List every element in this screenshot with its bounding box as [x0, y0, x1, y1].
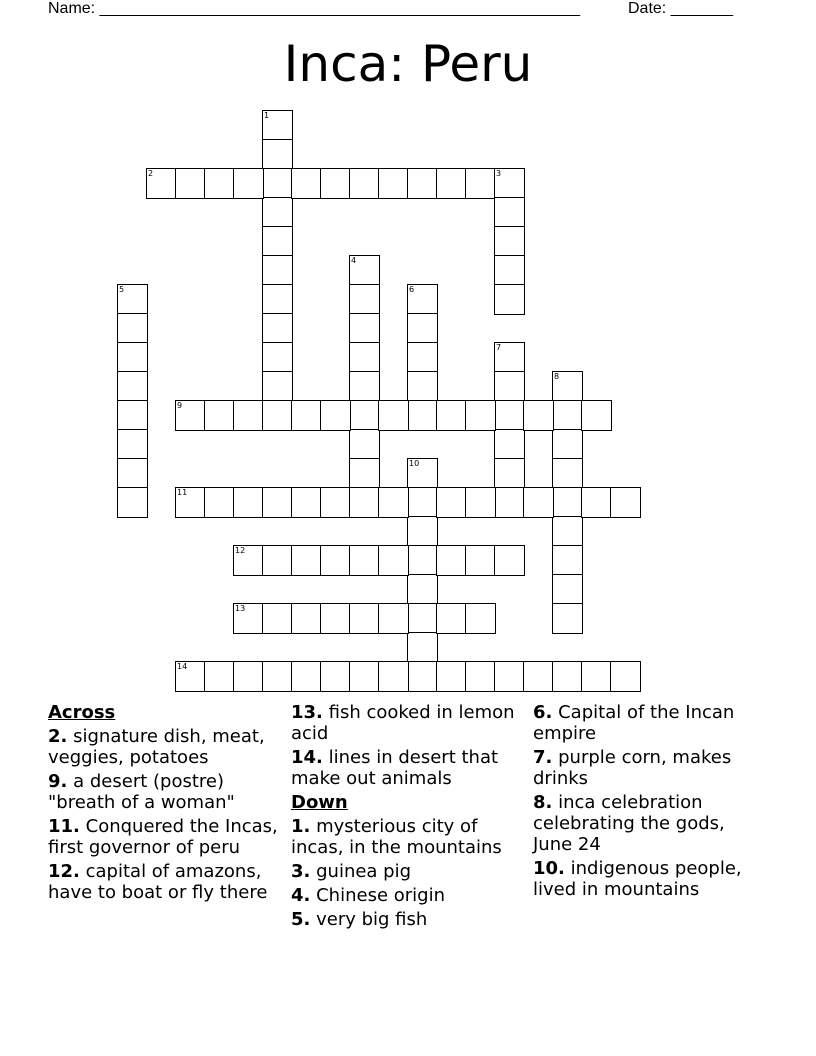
grid-cell[interactable] [407, 371, 438, 402]
grid-cell[interactable] [262, 139, 293, 170]
name-field[interactable]: Name: ______________________________________________________ [48, 0, 581, 17]
clue-number: 2 [148, 169, 154, 178]
clue-down-6: 6. Capital of the Incan empire [533, 702, 735, 744]
clue-down-3: 3. guinea pig [291, 861, 412, 882]
grid-cell[interactable] [494, 197, 525, 228]
grid-cell[interactable] [407, 400, 438, 431]
grid-cell[interactable] [117, 371, 148, 402]
grid-cell[interactable] [291, 487, 322, 518]
grid-cell[interactable] [320, 168, 351, 199]
grid-cell[interactable] [233, 168, 264, 199]
grid-cell[interactable] [262, 168, 293, 199]
grid-cell[interactable] [349, 603, 380, 634]
clue-number: 7 [496, 343, 502, 352]
grid-cell[interactable] [349, 313, 380, 344]
grid-cell[interactable] [233, 487, 264, 518]
clue-down-8: 8. inca celebration celebrating the gods, June 24 [533, 792, 725, 855]
grid-cell[interactable] [494, 661, 525, 692]
clue-down-5: 5. very big fish [291, 909, 428, 930]
grid-cell[interactable] [291, 168, 322, 199]
grid-cell[interactable] [262, 487, 293, 518]
grid-cell[interactable] [349, 487, 380, 518]
clue-across-11: 11. Conquered the Incas, first governor of peru [48, 816, 278, 858]
grid-cell[interactable] [436, 661, 467, 692]
grid-cell[interactable] [523, 400, 554, 431]
grid-cell[interactable] [494, 545, 525, 576]
grid-cell[interactable] [349, 371, 380, 402]
clue-across-13: 13. fish cooked in lemon acid [291, 702, 515, 744]
grid-cell[interactable] [175, 400, 206, 431]
clue-down-10: 10. indigenous people, lived in mountains [533, 858, 742, 900]
grid-cell[interactable] [378, 400, 409, 431]
grid-cell[interactable] [233, 545, 264, 576]
grid-cell[interactable] [320, 545, 351, 576]
grid-cell[interactable] [407, 284, 438, 315]
grid-cell[interactable] [465, 400, 496, 431]
grid-cell[interactable] [262, 284, 293, 315]
grid-cell[interactable] [494, 342, 525, 373]
grid-cell[interactable] [291, 661, 322, 692]
grid-cell[interactable] [465, 487, 496, 518]
grid-cell[interactable] [117, 342, 148, 373]
grid-cell[interactable] [378, 545, 409, 576]
grid-cell[interactable] [436, 487, 467, 518]
grid-cell[interactable] [494, 429, 525, 460]
clue-number: 11 [177, 488, 188, 497]
grid-cell[interactable] [204, 661, 235, 692]
grid-cell[interactable] [552, 661, 583, 692]
clue-across-14: 14. lines in desert that make out animals [291, 747, 499, 789]
grid-cell[interactable] [233, 603, 264, 634]
clue-down-1: 1. mysterious city of incas, in the mountains [291, 816, 502, 858]
grid-cell[interactable] [262, 371, 293, 402]
grid-cell[interactable] [349, 545, 380, 576]
clue-number: 9 [177, 401, 183, 410]
grid-cell[interactable] [117, 313, 148, 344]
grid-cell[interactable] [494, 284, 525, 315]
grid-cell[interactable] [494, 400, 525, 431]
clue-number: 1 [264, 111, 270, 120]
clue-number: 10 [409, 459, 420, 468]
grid-cell[interactable] [552, 603, 583, 634]
grid-cell[interactable] [262, 661, 293, 692]
grid-cell[interactable] [552, 429, 583, 460]
grid-cell[interactable] [378, 603, 409, 634]
grid-cell[interactable] [494, 226, 525, 257]
grid-cell[interactable] [407, 313, 438, 344]
grid-cell[interactable] [436, 400, 467, 431]
grid-cell[interactable] [494, 458, 525, 489]
grid-cell[interactable] [552, 458, 583, 489]
grid-cell[interactable] [291, 400, 322, 431]
grid-cell[interactable] [349, 661, 380, 692]
grid-cell[interactable] [320, 400, 351, 431]
grid-cell[interactable] [320, 487, 351, 518]
grid-cell[interactable] [407, 632, 438, 663]
grid-cell[interactable] [291, 603, 322, 634]
grid-cell[interactable] [378, 168, 409, 199]
grid-cell[interactable] [262, 197, 293, 228]
grid-cell[interactable] [523, 661, 554, 692]
grid-cell[interactable] [436, 168, 467, 199]
grid-cell[interactable] [494, 168, 525, 199]
grid-cell[interactable] [262, 226, 293, 257]
grid-cell[interactable] [465, 661, 496, 692]
clue-number: 4 [351, 256, 357, 265]
grid-cell[interactable] [349, 458, 380, 489]
clue-down-7: 7. purple corn, makes drinks [533, 747, 732, 789]
grid-cell[interactable] [436, 603, 467, 634]
grid-cell[interactable] [552, 400, 583, 431]
across-heading: Across [48, 702, 116, 723]
grid-cell[interactable] [146, 168, 177, 199]
grid-cell[interactable] [262, 342, 293, 373]
grid-cell[interactable] [407, 603, 438, 634]
grid-cell[interactable] [291, 545, 322, 576]
grid-cell[interactable] [117, 400, 148, 431]
grid-cell[interactable] [436, 545, 467, 576]
grid-cell[interactable] [552, 574, 583, 605]
grid-cell[interactable] [552, 516, 583, 547]
grid-cell[interactable] [349, 429, 380, 460]
grid-cell[interactable] [204, 400, 235, 431]
grid-cell[interactable] [233, 661, 264, 692]
grid-cell[interactable] [581, 487, 612, 518]
clue-across-2: 2. signature dish, meat, veggies, potatoes [48, 726, 265, 768]
grid-cell[interactable] [262, 545, 293, 576]
grid-cell[interactable] [407, 458, 438, 489]
grid-cell[interactable] [117, 429, 148, 460]
grid-cell[interactable] [407, 168, 438, 199]
grid-cell[interactable] [349, 255, 380, 286]
grid-cell[interactable] [262, 400, 293, 431]
clues-column-1 [48, 702, 283, 906]
grid-cell[interactable] [552, 371, 583, 402]
page-title: Inca: Peru [283, 35, 533, 93]
grid-cell[interactable] [465, 168, 496, 199]
grid-cell[interactable] [233, 400, 264, 431]
clue-number: 5 [119, 285, 125, 294]
grid-cell[interactable] [262, 603, 293, 634]
grid-cell[interactable] [320, 661, 351, 692]
clues-column-3 [533, 702, 768, 903]
clue-across-9: 9. a desert (postre) "breath of a woman" [48, 771, 235, 813]
grid-cell[interactable] [581, 661, 612, 692]
date-field[interactable]: Date: _______ [628, 0, 733, 17]
grid-cell[interactable] [465, 603, 496, 634]
grid-cell[interactable] [349, 342, 380, 373]
clue-number: 3 [496, 169, 502, 178]
grid-cell[interactable] [610, 487, 641, 518]
grid-cell[interactable] [204, 168, 235, 199]
grid-cell[interactable] [407, 516, 438, 547]
grid-cell[interactable] [581, 400, 612, 431]
grid-cell[interactable] [349, 168, 380, 199]
grid-cell[interactable] [262, 255, 293, 286]
grid-cell[interactable] [378, 661, 409, 692]
clue-across-12: 12. capital of amazons, have to boat or fly there [48, 861, 268, 903]
clue-number: 8 [554, 372, 560, 381]
grid-cell[interactable] [349, 284, 380, 315]
grid-cell[interactable] [204, 487, 235, 518]
grid-cell[interactable] [175, 168, 206, 199]
grid-cell[interactable] [407, 342, 438, 373]
clues-column-2 [291, 702, 526, 933]
grid-cell[interactable] [552, 545, 583, 576]
clue-number: 12 [235, 546, 246, 555]
grid-cell[interactable] [117, 458, 148, 489]
clue-number: 14 [177, 662, 188, 671]
clue-number: 6 [409, 285, 415, 294]
grid-cell[interactable] [175, 487, 206, 518]
grid-cell[interactable] [407, 545, 438, 576]
grid-cell[interactable] [262, 313, 293, 344]
grid-cell[interactable] [407, 661, 438, 692]
down-heading: Down [291, 792, 348, 813]
grid-cell[interactable] [494, 255, 525, 286]
grid-cell[interactable] [552, 487, 583, 518]
grid-cell[interactable] [610, 661, 641, 692]
grid-cell[interactable] [349, 400, 380, 431]
grid-cell[interactable] [523, 487, 554, 518]
grid-cell[interactable] [117, 487, 148, 518]
clue-down-4: 4. Chinese origin [291, 885, 445, 906]
grid-cell[interactable] [117, 284, 148, 315]
grid-cell[interactable] [465, 545, 496, 576]
grid-cell[interactable] [378, 487, 409, 518]
grid-cell[interactable] [175, 661, 206, 692]
grid-cell[interactable] [407, 487, 438, 518]
clue-number: 13 [235, 604, 246, 613]
grid-cell[interactable] [494, 371, 525, 402]
grid-cell[interactable] [407, 574, 438, 605]
grid-cell[interactable] [320, 603, 351, 634]
grid-cell[interactable] [262, 110, 293, 141]
grid-cell[interactable] [494, 487, 525, 518]
